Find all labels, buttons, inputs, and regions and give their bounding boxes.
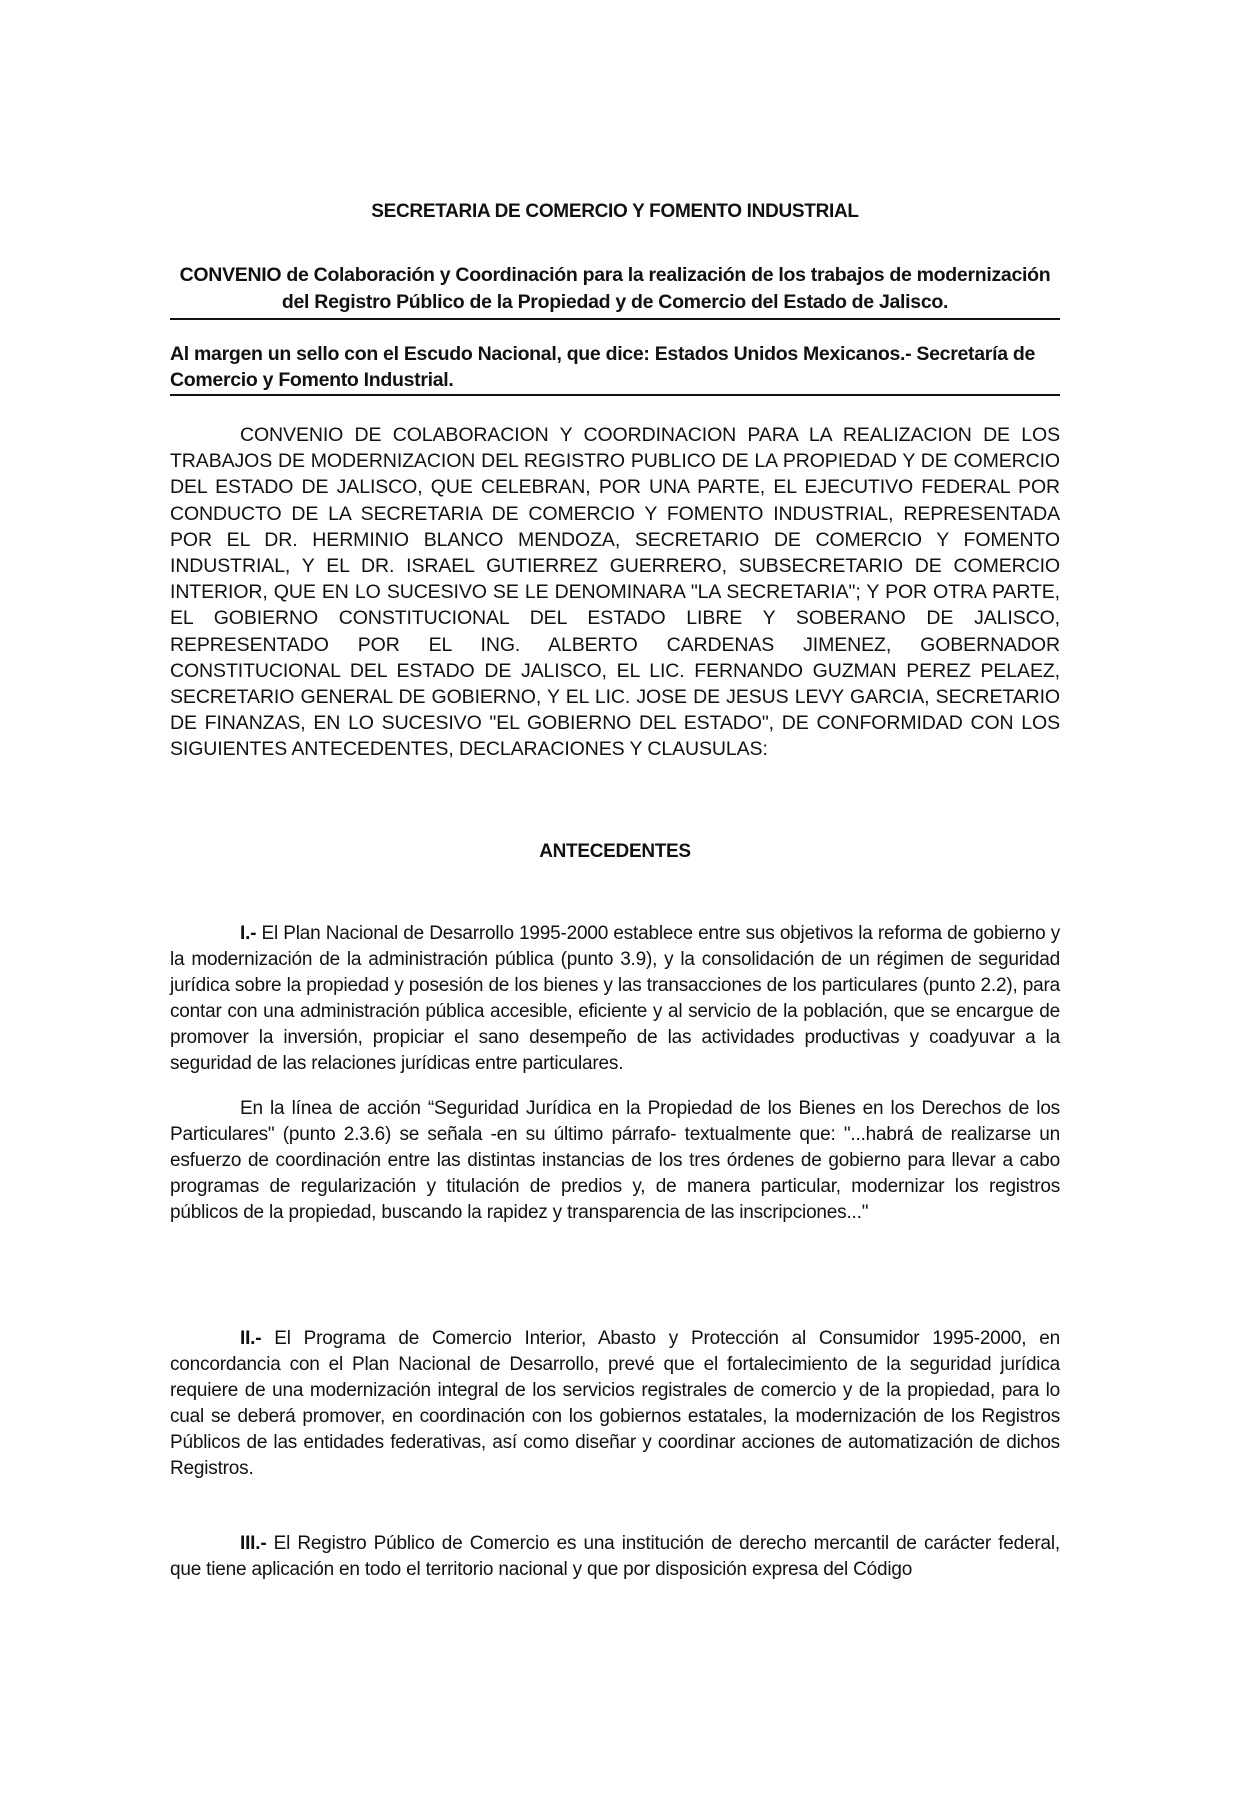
antecedente-paragraph-ii xyxy=(170,1326,1060,1482)
paragraph-text: En la línea de acción “Seguridad Jurídica en la Propiedad de los Bienes en los Derechos de los Particulares" (punto 2.3.6) se señala -en su último párrafo- textualmente que: "...habrá de realizarse un esfuerzo de coordinación entre las distintas instancias de los tres órdenes de gobierno para llevar a cabo programas de regularización y titulación de predios y, de manera particular, modernizar los registros públicos de la propiedad, buscando la rapidez y transparencia de las inscripciones..." xyxy=(170,1098,1060,1223)
paragraph-text: El Plan Nacional de Desarrollo 1995-2000 establece entre sus objetivos la reforma de gobierno y la modernización de la administración pública (punto 3.9), y la consolidación de un régimen de seguridad jurídica sobre la propiedad y posesión de los bienes y las transacciones de los particulares (punto 2.2), para contar con una administración pública accesible, eficiente y al servicio de la población, que se encargue de promover la inversión, propiciar el sano desempeño de las actividades productivas y coadyuvar a la seguridad de las relaciones jurídicas entre particulares. xyxy=(170,923,1060,1074)
paragraph-label: III.- xyxy=(240,1533,267,1554)
paragraph-label: II.- xyxy=(240,1328,262,1349)
opening-paragraph: CONVENIO DE COLABORACION Y COORDINACION PARA LA REALIZACION DE LOS TRABAJOS DE MODERNIZACION DEL REGISTRO PUBLICO DE LA PROPIEDAD Y DE COMERCIO DEL ESTADO DE JALISCO, QUE CELEBRAN, POR UNA PARTE, EL EJECUTIVO FEDERAL POR CONDUCTO DE LA SECRETARIA DE COMERCIO Y FOMENTO INDUSTRIAL, REPRESENTADA POR EL DR. HERMINIO BLANCO MENDOZA, SECRETARIO DE COMERCIO Y FOMENTO INDUSTRIAL, Y EL DR. ISRAEL GUTIERREZ GUERRERO, SUBSECRETARIO DE COMERCIO INTERIOR, QUE EN LO SUCESIVO SE LE DENOMINARA "LA SECRETARIA"; Y POR OTRA PARTE, EL GOBIERNO CONSTITUCIONAL DEL ESTADO LIBRE Y SOBERANO DE JALISCO, REPRESENTADO POR EL ING. ALBERTO CARDENAS JIMENEZ, GOBERNADOR CONSTITUCIONAL DEL ESTADO DE JALISCO, EL LIC. FERNANDO GUZMAN PEREZ PELAEZ, SECRETARIO GENERAL DE GOBIERNO, Y EL LIC. JOSE DE JESUS LEVY GARCIA, SECRETARIO DE FINANZAS, EN LO SUCESIVO "EL GOBIERNO DEL ESTADO", DE CONFORMIDAD CON LOS SIGUIENTES ANTECEDENTES, DECLARACIONES Y CLAUSULAS: xyxy=(170,424,1060,761)
paragraph-text: El Registro Público de Comercio es una institución de derecho mercantil de carácter federal, que tiene aplicación en todo el territorio nacional y que por disposición expresa del Código xyxy=(170,1533,1060,1580)
margin-note-divider xyxy=(170,394,1060,396)
margin-note: Al margen un sello con el Escudo Nacional, que dice: Estados Unidos Mexicanos.- Secretaría de Comercio y Fomento Industrial. xyxy=(170,343,1036,391)
title-divider xyxy=(170,318,1060,320)
paragraph-label: I.- xyxy=(240,923,257,944)
antecedente-paragraph-i xyxy=(170,921,1060,1077)
convenio-title-rest: de Colaboración y Coordinación para la realización de los trabajos de modernización del Registro Público de la Propiedad y de Comercio del Estado de Jalisco. xyxy=(281,264,1051,313)
convenio-title xyxy=(170,262,1060,316)
department-title: SECRETARIA DE COMERCIO Y FOMENTO INDUSTRIAL xyxy=(371,201,859,222)
paragraph-text: El Programa de Comercio Interior, Abasto y Protección al Consumidor 1995-2000, en concordancia con el Plan Nacional de Desarrollo, prevé que el fortalecimiento de la seguridad jurídica requiere de una modernización integral de los servicios registrales de comercio y de la propiedad, para lo cual se deberá promover, en coordinación con los gobiernos estatales, la modernización de los Registros Públicos de las entidades federativas, así como diseñar y coordinar acciones de automatización de dichos Registros. xyxy=(170,1328,1060,1479)
convenio-title-lead: CONVENIO xyxy=(179,264,282,286)
antecedente-paragraph-iii xyxy=(170,1531,1060,1583)
antecedente-paragraph-linea-accion xyxy=(170,1096,1060,1226)
section-heading-antecedentes: ANTECEDENTES xyxy=(539,841,691,862)
